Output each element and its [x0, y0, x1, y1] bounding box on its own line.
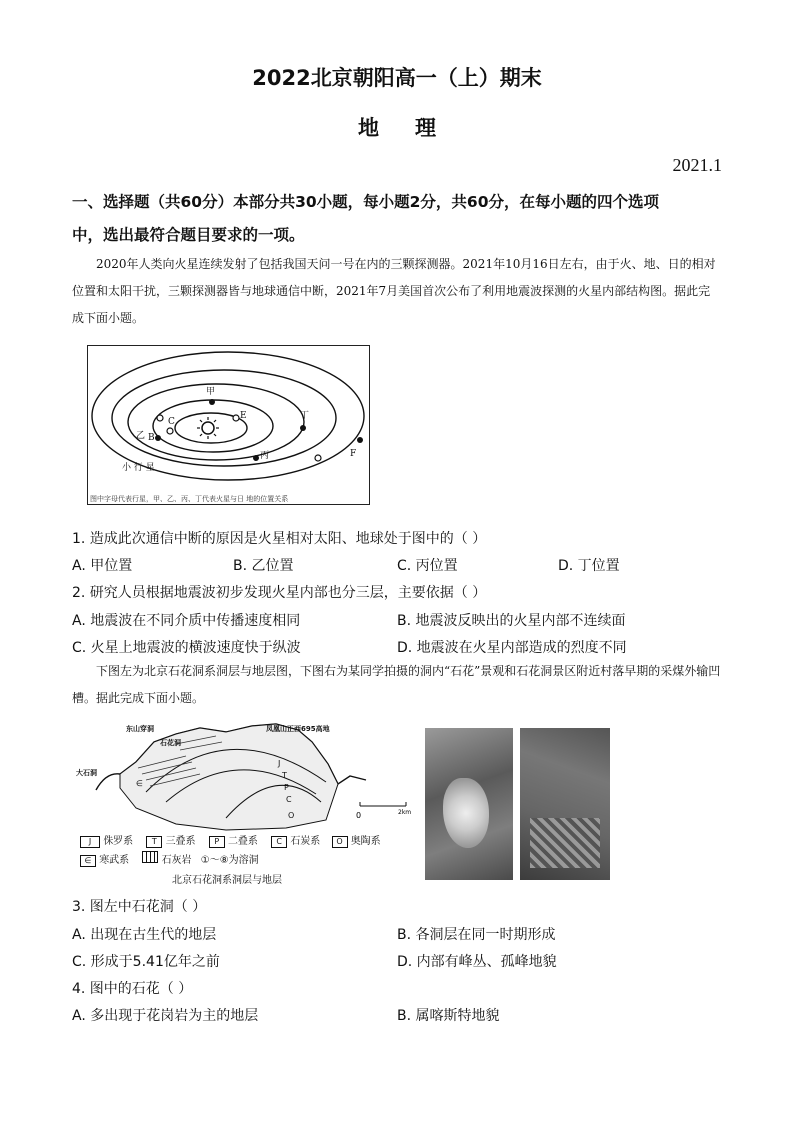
q1-option-c: C. 丙位置 — [397, 558, 458, 574]
code-p: P — [284, 783, 289, 792]
q1-option-b: B. 乙位置 — [233, 558, 294, 574]
code-e: ∈ — [136, 779, 143, 788]
q3-option-d: D. 内部有峰丛、孤峰地貌 — [397, 954, 557, 970]
label-f: F — [350, 449, 357, 459]
q2-option-c: C. 火星上地震波的横波速度快于纵波 — [72, 640, 301, 656]
label-yi: 乙 — [136, 431, 146, 441]
stone-flower-photo — [425, 728, 513, 880]
planet-c-dot — [167, 428, 173, 434]
sun-icon — [197, 417, 219, 439]
passage-mars: 2020年人类向火星连续发射了包括我国天问一号在内的三颗探测器。2021年10月16日左右，由于火、地、日的相对位置和太阳干扰，三颗探测器皆与地球通信中断，2021年7月美国首次公布了利用地震波探测的火星内部结构图。据此完成下面小题。 — [72, 257, 716, 325]
legend-swatch-limestone — [142, 851, 158, 863]
planet-ding-dot — [300, 425, 306, 431]
planet-b-dot — [157, 415, 163, 421]
q2-option-d: D. 地震波在火星内部造成的烈度不同 — [397, 640, 627, 656]
legend-ordovician: 奥陶系 — [350, 836, 381, 847]
legend-row2 — [80, 851, 259, 867]
legend-permian: 二叠系 — [227, 836, 258, 847]
q4-option-b: B. 属喀斯特地貌 — [397, 1008, 500, 1024]
scale-km: 2km — [398, 809, 412, 816]
cave-caption: 北京石花洞系洞层与地层 — [172, 875, 282, 886]
orbit-diagram — [88, 346, 369, 504]
legend-swatch-j: J — [80, 836, 100, 848]
q3-stem: 3. 图左中石花洞（ ） — [72, 899, 207, 915]
q2-option-a: A. 地震波在不同介质中传播速度相同 — [72, 613, 301, 629]
label-ding: 丁 — [300, 411, 310, 421]
cave-figure — [76, 722, 420, 888]
coal-groove-photo — [520, 728, 610, 880]
scale-zero: 0 — [356, 811, 362, 820]
label-c: C — [168, 417, 175, 427]
legend-swatch-c: C — [271, 836, 287, 848]
code-t: T — [282, 771, 287, 780]
code-j: J — [278, 759, 281, 768]
label-e: E — [240, 411, 247, 421]
label-b: B — [148, 433, 155, 443]
q1-option-a: A. 甲位置 — [72, 558, 133, 574]
legend-jurassic: 侏罗系 — [103, 836, 134, 847]
planet-small-dot — [315, 455, 321, 461]
section-heading-line2: 中，选出最符合题目要求的一项。 — [72, 226, 305, 244]
q2-option-b: B. 地震波反映出的火星内部不连续面 — [397, 613, 626, 629]
code-c: C — [286, 795, 292, 804]
legend-limestone: 石灰岩 — [161, 855, 192, 866]
label-dashidong: 大石洞 — [76, 769, 97, 777]
legend-triassic: 三叠系 — [165, 836, 196, 847]
label-shihuadong: 石花洞 — [160, 739, 181, 747]
orbit-outer — [92, 352, 364, 480]
q1-option-d: D. 丁位置 — [558, 558, 620, 574]
section-heading-line1: 一、选择题（共60分）本部分共30小题，每小题2分，共60分，在每小题的四个选项 — [72, 193, 659, 211]
orbit-figure — [87, 345, 370, 505]
planet-e-dot — [233, 415, 239, 421]
legend-cambrian: 寒武系 — [99, 855, 130, 866]
q1-stem: 1. 造成此次通信中断的原因是火星相对太阳、地球处于图中的（ ） — [72, 531, 487, 547]
legend-swatch-e: ∈ — [80, 855, 96, 867]
legend-swatch-p: P — [209, 836, 225, 848]
planet-f-dot — [357, 437, 363, 443]
planet-bing-dot — [253, 455, 259, 461]
planet-jia-dot — [209, 399, 215, 405]
planet-yi-dot — [155, 435, 161, 441]
legend-caves: ①～⑧为溶洞 — [200, 855, 259, 866]
legend-swatch-t: T — [146, 836, 162, 848]
code-o: O — [288, 811, 295, 820]
passage-cave: 下图左为北京石花洞系洞层与地层图，下图右为某同学拍摄的洞内“石花”景观和石花洞景区附近村落早期的采煤外输凹槽。据此完成下面小题。 — [72, 664, 721, 705]
label-fenghuang: 凤凰山正西695高地 — [266, 725, 330, 733]
q3-option-a: A. 出现在古生代的地层 — [72, 927, 217, 943]
q3-option-b: B. 各洞层在同一时期形成 — [397, 927, 556, 943]
cave-cross-section — [76, 722, 420, 832]
exam-date: 2021.1 — [672, 155, 722, 175]
orbit-caption: 图中字母代表行星，甲、乙、丙、丁代表火星与日 地的位置关系 — [90, 495, 289, 503]
legend-swatch-o: O — [332, 836, 348, 848]
stone-wall-texture — [530, 818, 600, 868]
q3-option-c: C. 形成于5.41亿年之前 — [72, 954, 220, 970]
label-dongshan: 东山穿洞 — [126, 725, 154, 733]
label-bing: 丙 — [260, 451, 270, 461]
q4-stem: 4. 图中的石花（ ） — [72, 981, 193, 997]
page-title: 2022北京朝阳高一（上）期末 — [252, 66, 542, 90]
orbit-earth — [128, 384, 304, 460]
legend-carboniferous: 石炭系 — [290, 836, 321, 847]
subject-title: 地理 — [358, 116, 472, 140]
label-asteroid: 小 行 星 — [122, 463, 155, 473]
legend-row1 — [80, 832, 381, 848]
q4-option-a: A. 多出现于花岗岩为主的地层 — [72, 1008, 259, 1024]
q2-stem: 2. 研究人员根据地震波初步发现火星内部也分三层，主要依据（ ） — [72, 585, 487, 601]
stone-flower-shape — [443, 778, 489, 848]
label-jia: 甲 — [206, 387, 216, 397]
